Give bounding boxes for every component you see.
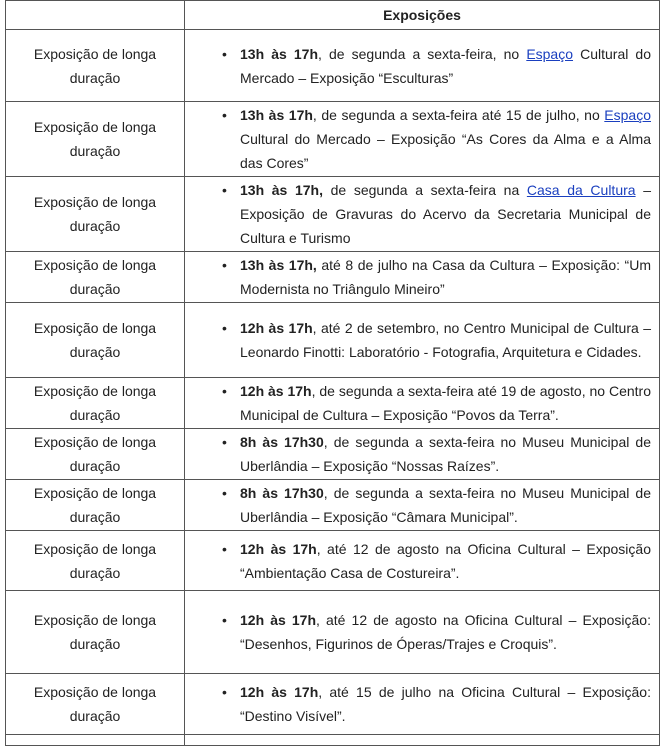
exhibition-text: , de segunda a sexta-feira até 15 de julho, no: [312, 107, 605, 123]
venue-link[interactable]: Espaço: [526, 45, 574, 62]
table-header: Exposições: [185, 1, 660, 30]
exhibition-text: , até 2 de setembro, no Centro Municipal de Cultura – Leonardo Finotti: Laboratório - Fotografia, Arquitetura e Cidades.: [240, 320, 651, 360]
exhibition-type-cell: Exposição de longa duração: [6, 674, 185, 735]
exhibition-text: , de segunda a sexta-feira até 19 de agosto, no Centro Municipal de Cultura – Exposição “Povos da Terra”.: [240, 383, 651, 423]
exhibition-detail-cell: [185, 378, 660, 429]
exhibition-text: , até 12 de agosto na Oficina Cultural – Exposição: “Desenhos, Figurinos de Óperas/Trajes e Croquis”.: [240, 612, 651, 652]
exhibition-text: de segunda a sexta-feira na: [323, 182, 527, 198]
exhibition-detail-cell: [185, 252, 660, 303]
table-row: [6, 303, 660, 378]
exhibition-hours: 13h às 17h,: [240, 257, 317, 273]
table-row: [6, 531, 660, 591]
table-row: [6, 177, 660, 252]
exhibition-hours: 13h às 17h: [240, 107, 313, 123]
exhibition-detail-cell: [185, 429, 660, 480]
exhibition-type-cell: Exposição de longa duração: [6, 429, 185, 480]
bullet-icon: •: [222, 434, 227, 450]
exhibition-type-cell: Exposição de longa duração: [6, 591, 185, 674]
exhibition-type-cell: Exposição de longa duração: [6, 480, 185, 531]
exhibition-detail-cell: [185, 303, 660, 378]
exhibition-hours: 12h às 17h: [240, 612, 316, 628]
bullet-icon: •: [222, 383, 227, 399]
header-blank-cell: [6, 1, 185, 30]
exhibition-hours: 8h às 17h30: [240, 485, 324, 501]
exhibition-text: , de segunda a sexta-feira, no: [318, 45, 527, 62]
bullet-icon: •: [222, 107, 227, 123]
partial-left-cell: [6, 735, 185, 746]
bullet-icon: •: [222, 540, 227, 557]
table-row: [6, 674, 660, 735]
table-row: [6, 30, 660, 102]
bullet-icon: •: [222, 612, 227, 628]
exhibition-text: , até 15 de julho na Oficina Cultural – Exposição: “Destino Visível”.: [240, 684, 651, 724]
bullet-icon: •: [222, 45, 227, 62]
partial-right-cell: [185, 735, 660, 746]
table-row-partial: [6, 735, 660, 746]
exhibition-type-cell: Exposição de longa duração: [6, 102, 185, 177]
exhibition-type-cell: Exposição de longa duração: [6, 303, 185, 378]
exhibition-hours: 12h às 17h: [240, 684, 319, 700]
bullet-icon: •: [222, 182, 227, 198]
bullet-icon: •: [222, 684, 227, 700]
exhibition-detail-cell: [185, 480, 660, 531]
table-row: [6, 252, 660, 303]
exhibition-type-cell: Exposição de longa duração: [6, 30, 185, 102]
table-row: [6, 102, 660, 177]
exhibitions-table: [5, 0, 660, 746]
table-row: [6, 378, 660, 429]
exhibition-detail-cell: [185, 102, 660, 177]
venue-link[interactable]: Casa da Cultura: [526, 182, 636, 198]
exhibition-text: – Exposição de Gravuras do Acervo da Secretaria Municipal de Cultura e Turismo: [240, 182, 651, 246]
exhibition-text: , até 12 de agosto na Oficina Cultural – Exposição “Ambientação Casa de Costureira”.: [240, 540, 651, 581]
exhibition-type-cell: Exposição de longa duração: [6, 177, 185, 252]
exhibition-type-cell: Exposição de longa duração: [6, 252, 185, 303]
bullet-icon: •: [222, 320, 227, 336]
bullet-icon: •: [222, 257, 227, 273]
exhibition-detail-cell: [185, 177, 660, 252]
venue-link[interactable]: Espaço: [604, 107, 651, 123]
exhibition-text: Cultural do Mercado – Exposição “Esculturas”: [240, 45, 652, 86]
table-row: [6, 591, 660, 674]
exhibition-text: , de segunda a sexta-feira no Museu Municipal de Uberlândia – Exposição “Câmara Municipal”.: [240, 485, 651, 525]
exhibition-hours: 12h às 17h: [240, 320, 313, 336]
exhibition-text: até 8 de julho na Casa da Cultura – Exposição: “Um Modernista no Triângulo Mineiro”: [240, 257, 651, 297]
exhibition-detail-cell: [185, 591, 660, 674]
exhibition-type-cell: Exposição de longa duração: [6, 378, 185, 429]
exhibition-text: , de segunda a sexta-feira no Museu Municipal de Uberlândia – Exposição “Nossas Raízes”.: [240, 434, 651, 474]
exhibition-detail-cell: [185, 531, 660, 591]
exhibition-hours: 13h às 17h: [240, 45, 318, 62]
table-row: [6, 429, 660, 480]
table-header-row: [6, 1, 660, 30]
exhibition-hours: 12h às 17h: [240, 383, 312, 399]
exhibition-type-cell: Exposição de longa duração: [6, 531, 185, 591]
exhibition-hours: 8h às 17h30: [240, 434, 324, 450]
exhibition-text: Cultural do Mercado – Exposição “As Cores da Alma e a Alma das Cores”: [240, 131, 651, 171]
exhibition-detail-cell: [185, 674, 660, 735]
exhibition-hours: 12h às 17h: [240, 540, 317, 557]
exhibition-detail-cell: [185, 30, 660, 102]
exhibition-hours: 13h às 17h,: [240, 182, 323, 198]
bullet-icon: •: [222, 485, 227, 501]
table-row: [6, 480, 660, 531]
